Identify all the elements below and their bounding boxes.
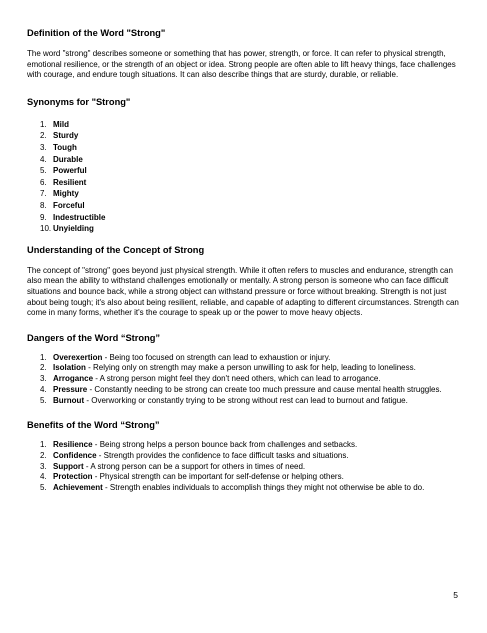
list-item [40,374,461,385]
list-item-description: - A strong person might feel they don't need others, which can lead to arrogance. [93,374,381,384]
list-item [40,440,461,451]
list-item-description: - Physical strength can be important for self-defense or helping others. [92,472,344,482]
list-item-text [53,472,461,483]
list-item-text [53,451,461,462]
list-item [40,142,461,154]
list-item-number: 5. [40,166,47,176]
benefits-list [27,440,461,494]
list-item-text [53,440,461,451]
list-item [40,353,461,364]
list-item [40,200,461,212]
synonyms-list [27,119,461,235]
list-item-description: - Strength enables individuals to accomplish things they might not otherwise be able to do. [102,483,425,493]
list-item [40,130,461,142]
list-item [40,165,461,177]
list-item-term: Powerful [53,166,87,176]
list-item-description: - Being too focused on strength can lead to exhaustion or injury. [102,352,331,362]
list-item-number: 1. [40,440,47,450]
list-item-term: Burnout [53,395,85,405]
list-item-description: - Relying only on strength may make a person unwilling to ask for help, leading to loneliness. [85,363,416,373]
list-item-number: 4. [40,384,47,394]
list-item-number: 1. [40,119,47,129]
definition-heading: Definition of the Word "Strong" [27,28,166,38]
list-item [40,212,461,224]
list-item-number: 8. [40,200,47,210]
list-item-term: Achievement [53,483,103,493]
list-item-term: Overexertion [53,352,103,362]
list-item [40,396,461,407]
list-item-description: - Constantly needing to be strong can create too much pressure and cause mental health struggles. [87,384,442,394]
list-item [40,119,461,131]
list-item-term: Support [53,461,84,471]
list-item-term: Protection [53,472,93,482]
list-item [40,223,461,235]
list-item-description: - Overworking or constantly trying to be strong without rest can lead to burnout and fatigue. [84,395,408,405]
list-item [40,188,461,200]
list-item [40,154,461,166]
list-item-term: Tough [53,142,77,152]
dangers-heading: Dangers of the Word “Strong” [27,332,161,343]
list-item-number: 2. [40,450,47,460]
list-item-number: 1. [40,352,47,362]
list-item-term: Durable [53,154,83,164]
list-item-number: 7. [40,189,47,199]
understanding-heading: Understanding of the Concept of Strong [27,244,205,255]
list-item [40,451,461,462]
list-item-term: Resilient [53,177,87,187]
list-item-number: 6. [40,177,47,187]
list-item-number: 5. [40,483,47,493]
list-item-term: Mighty [53,189,79,199]
list-item-number: 9. [40,212,47,222]
list-item [40,483,461,494]
list-item-description: - A strong person can be a support for others in times of need. [83,461,306,471]
list-item-term: Resilience [53,440,93,450]
list-item-number: 5. [40,395,47,405]
list-item [40,462,461,473]
understanding-paragraph: The concept of "strong" goes beyond just physical strength. While it often refers to muscles and endurance, strength can also mean the ability to withstand challenges emotionally or mentally. A strong person is someone who can face difficult situations and bounce back, while a strong object can withstand pressure or force without breaking. Strength is not just about being tough; it's also about being resilient, reliable, and capable of adapting to different circumstances. Strength can come in many forms, whether it's the courage to speak up or the power to move heavy objects. [27,265,459,318]
list-item-term: Pressure [53,384,88,394]
synonyms-heading: Synonyms for "Strong" [27,96,131,107]
page-number: 5 [453,590,458,600]
list-item-term: Indestructible [53,212,106,222]
benefits-heading: Benefits of the Word “Strong” [27,420,160,431]
list-item [40,472,461,483]
dangers-list [27,353,461,407]
list-item-term: Arrogance [53,374,94,384]
list-item-number: 3. [40,374,47,384]
list-item-term: Unyielding [53,224,94,234]
list-item-text [53,385,461,396]
list-item-term: Mild [53,119,69,129]
list-item-text [53,396,461,407]
list-item-number: 10. [40,224,52,234]
list-item-number: 3. [40,461,47,471]
list-item-text [53,374,461,385]
list-item [40,177,461,189]
list-item-term: Confidence [53,450,97,460]
definition-paragraph: The word "strong" describes someone or something that has power, strength, or force. It can refer to physical strength, emotional resilience, or the strength of an object or idea. Strong people are often able to lift heavy things, face challenges with courage, and endure tough situations. It can also describe things that are sturdy, durable, or reliable. [27,49,456,80]
list-item [40,363,461,374]
list-item-text [53,363,461,374]
list-item-term: Isolation [53,363,86,373]
page-content [27,27,461,494]
list-item-term: Sturdy [53,131,79,141]
list-item-description: - Strength provides the confidence to face difficult tasks and situations. [96,450,349,460]
list-item-number: 2. [40,131,47,141]
list-item-text [53,462,461,473]
list-item-text [53,483,461,494]
list-item-number: 4. [40,154,47,164]
list-item-number: 3. [40,142,47,152]
list-item [40,385,461,396]
list-item-description: - Being strong helps a person bounce back from challenges and setbacks. [92,440,358,450]
list-item-text [53,353,461,364]
list-item-term: Forceful [53,200,85,210]
list-item-number: 2. [40,363,47,373]
list-item-number: 4. [40,472,47,482]
